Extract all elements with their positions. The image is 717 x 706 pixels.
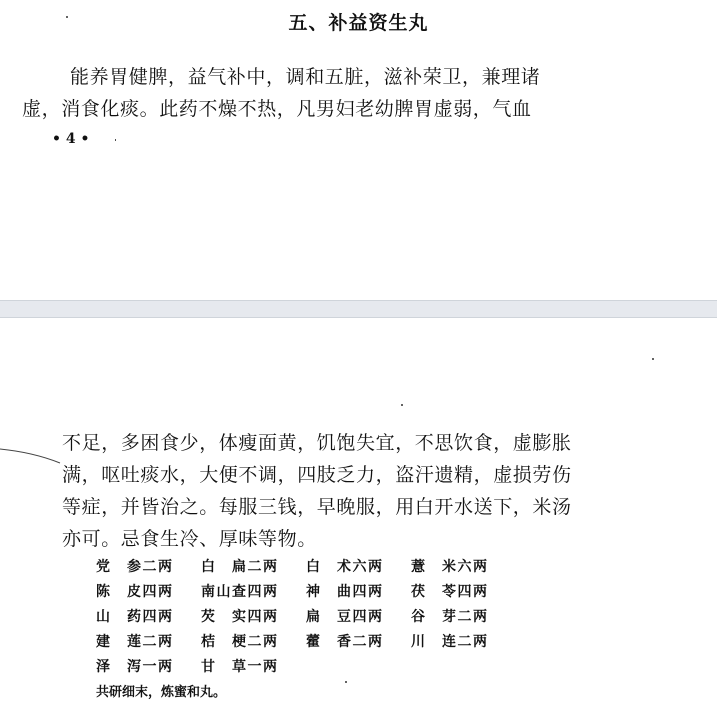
scan-speck [115,139,116,141]
herb-entry: 山 药四两 [96,609,174,625]
paragraph-line-1: 能养胃健脾，益气补中，调和五脏，滋补荣卫，兼理诸 [70,66,541,88]
herb-table [96,556,516,681]
paragraph-line-5: 等症，并皆治之。每服三钱，早晚服，用白开水送下，米汤 [62,496,572,518]
herb-entry: 泽 泻一两 [96,659,174,675]
scan-speck [66,16,68,18]
herb-entry: 藿 香二两 [306,634,384,650]
herb-entry: 白 扁二两 [201,559,279,575]
herb-entry: 薏 米六两 [411,559,489,575]
page-number: • 4 • [52,131,90,147]
paragraph-line-2: 虚，消食化痰。此药不燥不热，凡男妇老幼脾胃虚弱，气血 [22,98,532,120]
herb-row [96,656,516,681]
herb-row [96,556,516,581]
herb-entry: 南山查四两 [201,584,279,600]
paragraph-line-4: 满，呕吐痰水，大便不调，四肢乏力，盗汗遗精，虚损劳伤 [62,464,572,486]
herb-entry: 谷 芽二两 [411,609,489,625]
herb-entry: 甘 草一两 [201,659,279,675]
page-title: 五、补益资生丸 [288,12,429,34]
herb-entry: 建 莲二两 [96,634,174,650]
page-separator[interactable] [0,300,717,318]
page-top [0,0,717,300]
herb-entry: 川 连二两 [411,634,489,650]
closing-note: 共研细末，炼蜜和丸。 [96,685,227,700]
herb-entry: 茯 苓四两 [411,584,489,600]
paragraph-line-6: 亦可。忌食生冷、厚味等物。 [62,528,317,550]
herb-entry: 陈 皮四两 [96,584,174,600]
scan-speck [652,358,654,360]
scan-speck [401,404,403,406]
herb-entry: 党 参二两 [96,559,174,575]
herb-row [96,606,516,631]
paragraph-line-3: 不足，多困食少，体瘦面黄，饥饱失宜，不思饮食，虚膨胀 [62,432,572,454]
scan-speck [345,681,347,683]
herb-entry: 桔 梗二两 [201,634,279,650]
herb-entry: 扁 豆四两 [306,609,384,625]
herb-entry: 白 术六两 [306,559,384,575]
herb-row [96,631,516,656]
herb-row [96,581,516,606]
herb-entry: 芡 实四两 [201,609,279,625]
margin-stroke [0,447,62,467]
herb-entry: 神 曲四两 [306,584,384,600]
